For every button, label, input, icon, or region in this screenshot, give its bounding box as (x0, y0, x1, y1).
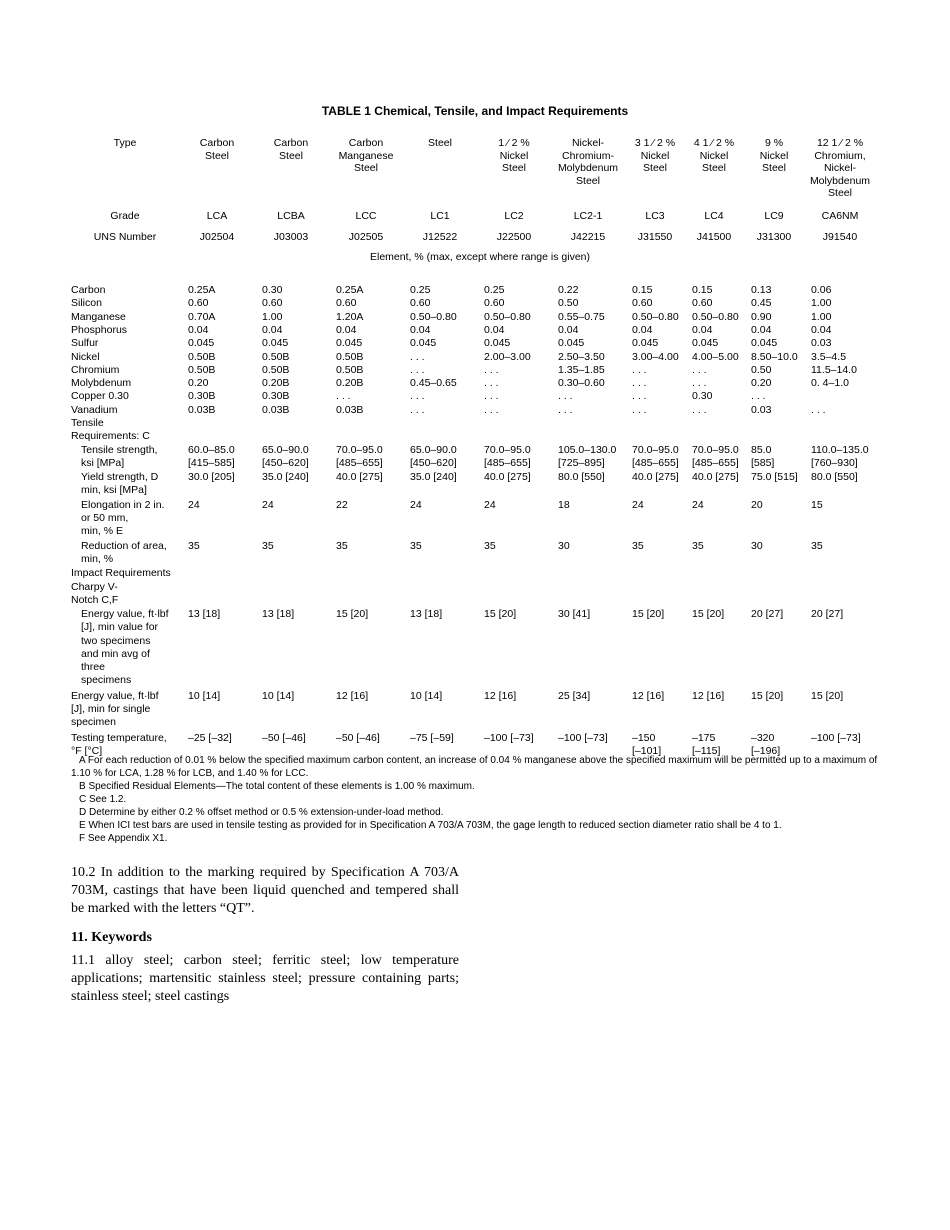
table-cell: 0.25A (336, 284, 364, 296)
column-grade: LC2 (504, 210, 524, 222)
table-cell: 0.50B (188, 363, 216, 376)
table-cell: 30 (751, 539, 763, 552)
column-grade: LC1 (430, 210, 450, 222)
column-uns-number: J91540 (822, 231, 858, 243)
row-label: Carbon (71, 284, 106, 296)
table-cell: 0.045 (262, 337, 289, 350)
table-cell: 10 [14] (410, 690, 443, 702)
table-cell: 0.60 (632, 297, 653, 310)
table-cell: 24 (410, 498, 422, 511)
table-cell: 0.04 (692, 323, 713, 336)
table-cell: 30 (558, 539, 570, 552)
table-cell: 0.30 (692, 390, 713, 403)
table-cell: 18 (558, 498, 570, 511)
table-cell: 0.50B (336, 350, 364, 363)
table-cell: 15 [20] (751, 690, 784, 702)
table-cell: 0.70A (188, 310, 216, 323)
column-type-header: Carbon Manganese Steel (338, 137, 394, 175)
table-cell: 0.55–0.75 (558, 310, 605, 323)
table-cell: 85.0 [585] (751, 443, 775, 469)
column-type-header: 12 1 ⁄ 2 % Chromium, Nickel- Molybdenum Steel (809, 137, 871, 200)
table-cell: . . . (484, 363, 499, 376)
table-cell: 0.03B (262, 403, 290, 416)
table-cell: 0.60 (692, 297, 713, 310)
row-label: Nickel (71, 350, 100, 363)
table-cell: 0.50B (262, 363, 290, 376)
table-cell: . . . (692, 403, 707, 416)
column-type-header: Nickel- Chromium- Molybdenum Steel (557, 137, 619, 187)
table-cell: 24 (692, 498, 704, 511)
column-type-header: Steel (428, 137, 452, 149)
table-cell: 0.045 (410, 337, 437, 350)
table-cell: . . . (692, 377, 707, 390)
table-cell: 0.04 (558, 323, 579, 336)
column-uns-number: J31300 (756, 231, 792, 243)
table-cell: 0.04 (484, 323, 505, 336)
table-cell: 75.0 [515] (751, 471, 798, 484)
table-cell: . . . (558, 390, 573, 403)
table-cell: 13 [18] (410, 608, 443, 621)
table-cell: 0.20 (751, 377, 772, 390)
table-cell: –100 [–73] (811, 731, 861, 744)
table-cell: 110.0–135.0 [760–930] (811, 443, 869, 469)
table-cell: . . . (410, 403, 425, 416)
table-cell: 24 (262, 498, 274, 511)
table-cell: 0.60 (484, 297, 505, 310)
section-11-heading: 11. Keywords (71, 930, 152, 945)
tensile-row-label: Reduction of area, min, % (81, 539, 167, 565)
table-cell: 80.0 [550] (811, 471, 858, 484)
footnote: F See Appendix X1. (79, 833, 168, 844)
table-cell: 40.0 [275] (692, 471, 739, 484)
table-cell: 0.04 (336, 323, 357, 336)
table-cell: 12 [16] (484, 690, 517, 702)
footnote: D Determine by either 0.2 % offset method or 0.5 % extension-under-load method. (79, 807, 444, 818)
table-cell: 0.50–0.80 (484, 310, 531, 323)
table-cell: 35 (632, 539, 644, 552)
table-cell: 0.50B (336, 363, 364, 376)
column-type-header: 3 1 ⁄ 2 % Nickel Steel (634, 137, 676, 175)
table-cell: 105.0–130.0 [725–895] (558, 443, 617, 469)
table-cell: 60.0–85.0 [415–585] (188, 443, 235, 469)
table-cell: 0.20B (336, 377, 364, 390)
table-cell: 3.00–4.00 (632, 350, 679, 363)
table-cell: 0.90 (751, 310, 772, 323)
table-cell: 0.45 (751, 297, 772, 310)
footnote: A For each reduction of 0.01 % below the specified maximum carbon content, an increase of 0.04 % manganese above the specified maximum will be permitted up to a maximum of 1.10 % for LCA, 1.28 % for LCB, and 1.40 % for LCC. (71, 755, 878, 779)
table-cell: 25 [34] (558, 690, 591, 702)
paragraph-11-1: 11.1 alloy steel; carbon steel; ferritic steel; low temperature applications; martensitic stainless steel; pressure containing parts; stainless steel; steel castings (71, 953, 459, 1004)
table-cell: 4.00–5.00 (692, 350, 739, 363)
table-cell: 0.03B (336, 403, 364, 416)
table-cell: 1.20A (336, 310, 364, 323)
table-cell: 0.04 (262, 323, 283, 336)
table-cell: 0.045 (558, 337, 585, 350)
table-cell: 0.30B (262, 390, 290, 403)
tensile-section-label: Tensile Requirements: C (71, 417, 150, 443)
column-uns-number: J31550 (637, 231, 673, 243)
table-cell: 35.0 [240] (262, 471, 309, 484)
column-grade: LC9 (764, 210, 784, 222)
table-cell: . . . (558, 403, 573, 416)
table-cell: 0.04 (410, 323, 431, 336)
table-cell: 0.15 (692, 284, 713, 296)
column-uns-number: J42215 (570, 231, 606, 243)
row-label: Molybdenum (71, 377, 132, 390)
table-cell: 3.5–4.5 (811, 350, 847, 363)
table-cell: 0.045 (632, 337, 659, 350)
table-cell: 0.13 (751, 284, 772, 296)
table-cell: –100 [–73] (484, 731, 534, 744)
table-cell: –320 [–196] (751, 731, 781, 758)
table-cell: –175 [–115] (692, 731, 721, 758)
column-uns-number: J02505 (348, 231, 384, 243)
table-cell: 0.30B (188, 390, 216, 403)
table-cell: 15 [20] (811, 690, 844, 702)
table-cell: . . . (632, 403, 647, 416)
table-cell: 1.00 (262, 310, 283, 323)
table-cell: 0.045 (336, 337, 363, 350)
table-cell: 0.22 (558, 284, 579, 296)
table-cell: 0.15 (632, 284, 653, 296)
table-cell: 35 (336, 539, 348, 552)
table-cell: 12 [16] (692, 690, 725, 702)
table-cell: 15 [20] (692, 608, 725, 621)
table-cell: 0.03 (751, 403, 772, 416)
table-cell: 0.045 (188, 337, 215, 350)
table-cell: 0.04 (751, 323, 772, 336)
table-cell: 0.50–0.80 (632, 310, 679, 323)
table-cell: 30.0 [205] (188, 471, 235, 484)
table-cell: 70.0–95.0 [485–655] (632, 443, 679, 469)
footnote: E When ICI test bars are used in tensile testing as provided for in Specification A 703/A 703M, the gage length to reduced section diameter ratio shall be 4 to 1. (79, 820, 782, 831)
table-cell: 0.50B (188, 350, 216, 363)
table-cell: 0.60 (410, 297, 431, 310)
table-cell: 22 (336, 498, 348, 511)
footnote: C See 1.2. (79, 794, 127, 805)
table-cell: 0.25 (410, 284, 431, 296)
table-cell: 15 (811, 498, 823, 511)
table-cell: 0.03B (188, 403, 216, 416)
table-cell: 8.50–10.0 (751, 350, 798, 363)
row-label: Sulfur (71, 337, 99, 350)
table-footnotes (71, 754, 881, 845)
table-cell: –25 [–32] (188, 731, 232, 744)
table-cell: 0.04 (632, 323, 653, 336)
table-cell: 1.00 (811, 297, 832, 310)
table-cell: 35 (811, 539, 823, 552)
tensile-row-label: Tensile strength, ksi [MPa] (81, 443, 158, 469)
table-cell: 13 [18] (262, 608, 295, 621)
row-label: Vanadium (71, 403, 118, 416)
table-cell: 20 (751, 498, 763, 511)
table-cell: 0.50B (262, 350, 290, 363)
table-cell: 0.30 (262, 284, 283, 296)
table-cell: . . . (484, 377, 499, 390)
table-cell: 0.06 (811, 284, 832, 296)
row-label: Manganese (71, 310, 126, 323)
table-cell: 0.04 (811, 323, 832, 336)
table-cell: 24 (484, 498, 496, 511)
table-cell: 0.50–0.80 (692, 310, 739, 323)
table-cell: 0.045 (692, 337, 719, 350)
table-cell: . . . (751, 390, 766, 403)
table-cell: 35.0 [240] (410, 471, 457, 484)
table-cell: 0.30–0.60 (558, 377, 605, 390)
table-cell: –50 [–46] (336, 731, 380, 744)
paragraph-10-2: 10.2 In addition to the marking required by Specification A 703/A 703M, castings that have been liquid quenched and tempered shall be marked with the letters “QT”. (71, 865, 459, 916)
table-cell: 15 [20] (336, 608, 369, 621)
impact-row-label: Energy value, ft·lbf [J], min for single specimen (71, 690, 159, 729)
table-cell: 0.03 (811, 337, 832, 350)
grade-header-label: Grade (110, 210, 140, 222)
row-label: Silicon (71, 297, 102, 310)
table-cell: 35 (410, 539, 422, 552)
table-cell: 65.0–90.0 [450–620] (262, 443, 309, 469)
table-cell: 65.0–90.0 [450–620] (410, 443, 457, 469)
table-cell: –75 [–59] (410, 731, 454, 744)
column-grade: LC2-1 (573, 210, 603, 222)
table-cell: . . . (632, 363, 647, 376)
table-cell: 0.60 (262, 297, 283, 310)
table-cell: 40.0 [275] (484, 471, 531, 484)
table-cell: 0.45–0.65 (410, 377, 457, 390)
tensile-row-label: Yield strength, D min, ksi [MPa] (81, 471, 159, 497)
table-cell: 15 [20] (632, 608, 665, 621)
column-uns-number: J02504 (199, 231, 235, 243)
column-grade: LC3 (645, 210, 665, 222)
column-type-header: Carbon Steel (199, 137, 235, 162)
type-header-label: Type (113, 137, 137, 149)
row-label: Phosphorus (71, 323, 128, 336)
column-type-header: 4 1 ⁄ 2 % Nickel Steel (693, 137, 735, 175)
column-grade: LCA (206, 210, 228, 222)
table-cell: . . . (484, 403, 499, 416)
impact-row-label: Energy value, ft·lbf [J], min value for two specimens and min avg of three specimens (81, 608, 169, 687)
table-cell: 11.5–14.0 (811, 363, 857, 376)
table-cell: 0.25 (484, 284, 505, 296)
row-label: Chromium (71, 363, 120, 376)
uns-header-label: UNS Number (93, 231, 157, 243)
table-cell: 70.0–95.0 [485–655] (336, 443, 383, 469)
table-cell: . . . (484, 390, 499, 403)
table-cell: 0.20 (188, 377, 209, 390)
column-uns-number: J03003 (273, 231, 309, 243)
table-cell: 70.0–95.0 [485–655] (484, 443, 531, 469)
table-cell: 30 [41] (558, 608, 591, 621)
table-cell: –150 [–101] (632, 731, 662, 758)
table-cell: 0. 4–1.0 (811, 377, 849, 390)
table-cell: . . . (632, 390, 647, 403)
table-cell: . . . (336, 390, 351, 403)
column-uns-number: J41500 (696, 231, 732, 243)
column-type-header: Carbon Steel (273, 137, 309, 162)
table-cell: –50 [–46] (262, 731, 306, 744)
column-uns-number: J22500 (496, 231, 532, 243)
column-grade: LC4 (704, 210, 724, 222)
table-cell: 0.50 (558, 297, 579, 310)
table-cell: 13 [18] (188, 608, 221, 621)
table-cell: 0.50–0.80 (410, 310, 457, 323)
table-cell: 12 [16] (336, 690, 369, 702)
table-title: TABLE 1 Chemical, Tensile, and Impact Requirements (321, 104, 629, 118)
table-cell: 2.50–3.50 (558, 350, 605, 363)
table-cell: 24 (632, 498, 644, 511)
table-cell: . . . (811, 403, 826, 416)
column-grade: CA6NM (821, 210, 859, 222)
row-label: Copper 0.30 (71, 390, 129, 403)
table-cell: 35 (262, 539, 274, 552)
table-cell: 35 (188, 539, 200, 552)
column-grade: LCC (355, 210, 377, 222)
table-cell: 40.0 [275] (336, 471, 383, 484)
footnote: B Specified Residual Elements—The total content of these elements is 1.00 % maximum. (79, 781, 475, 792)
table-cell: 1.35–1.85 (558, 363, 605, 376)
table-cell: 2.00–3.00 (484, 350, 531, 363)
table-cell: 1.00 (811, 310, 832, 323)
table-cell: 12 [16] (632, 690, 665, 702)
table-cell: . . . (632, 377, 647, 390)
column-type-header: 9 % Nickel Steel (759, 137, 789, 175)
table-cell: 0.60 (336, 297, 357, 310)
column-grade: LCBA (277, 210, 305, 222)
table-cell: 35 (484, 539, 496, 552)
table-cell: 0.045 (751, 337, 778, 350)
column-uns-number: J12522 (422, 231, 458, 243)
table-cell: –100 [–73] (558, 731, 608, 744)
table-cell: . . . (410, 390, 425, 403)
table-cell: 0.04 (188, 323, 209, 336)
tensile-row-label: Elongation in 2 in. or 50 mm, min, % E (81, 498, 165, 538)
table-cell: 15 [20] (484, 608, 517, 621)
table-cell: 0.20B (262, 377, 290, 390)
element-note: Element, % (max, except where range is given) (369, 251, 590, 263)
table-cell: 0.60 (188, 297, 209, 310)
table-cell: 0.50 (751, 363, 772, 376)
table-cell: 35 (692, 539, 704, 552)
impact-section-label: Impact Requirements Charpy V- Notch C,F (71, 567, 171, 606)
table-cell: 10 [14] (188, 690, 221, 702)
table-cell: . . . (410, 350, 425, 363)
table-cell: 20 [27] (751, 608, 784, 621)
table-cell: 0.25A (188, 284, 216, 296)
table-cell: 80.0 [550] (558, 471, 605, 484)
table-cell: 40.0 [275] (632, 471, 679, 484)
table-cell: 10 [14] (262, 690, 295, 702)
table-cell: 24 (188, 498, 200, 511)
table-cell: 0.045 (484, 337, 511, 350)
column-type-header: 1 ⁄ 2 % Nickel Steel (498, 137, 530, 175)
table-cell: . . . (692, 363, 707, 376)
table-cell: . . . (410, 363, 425, 376)
table-cell: 20 [27] (811, 608, 844, 621)
impact-row-label: Testing temperature, °F [°C] (71, 731, 167, 758)
table-cell: 70.0–95.0 [485–655] (692, 443, 739, 469)
